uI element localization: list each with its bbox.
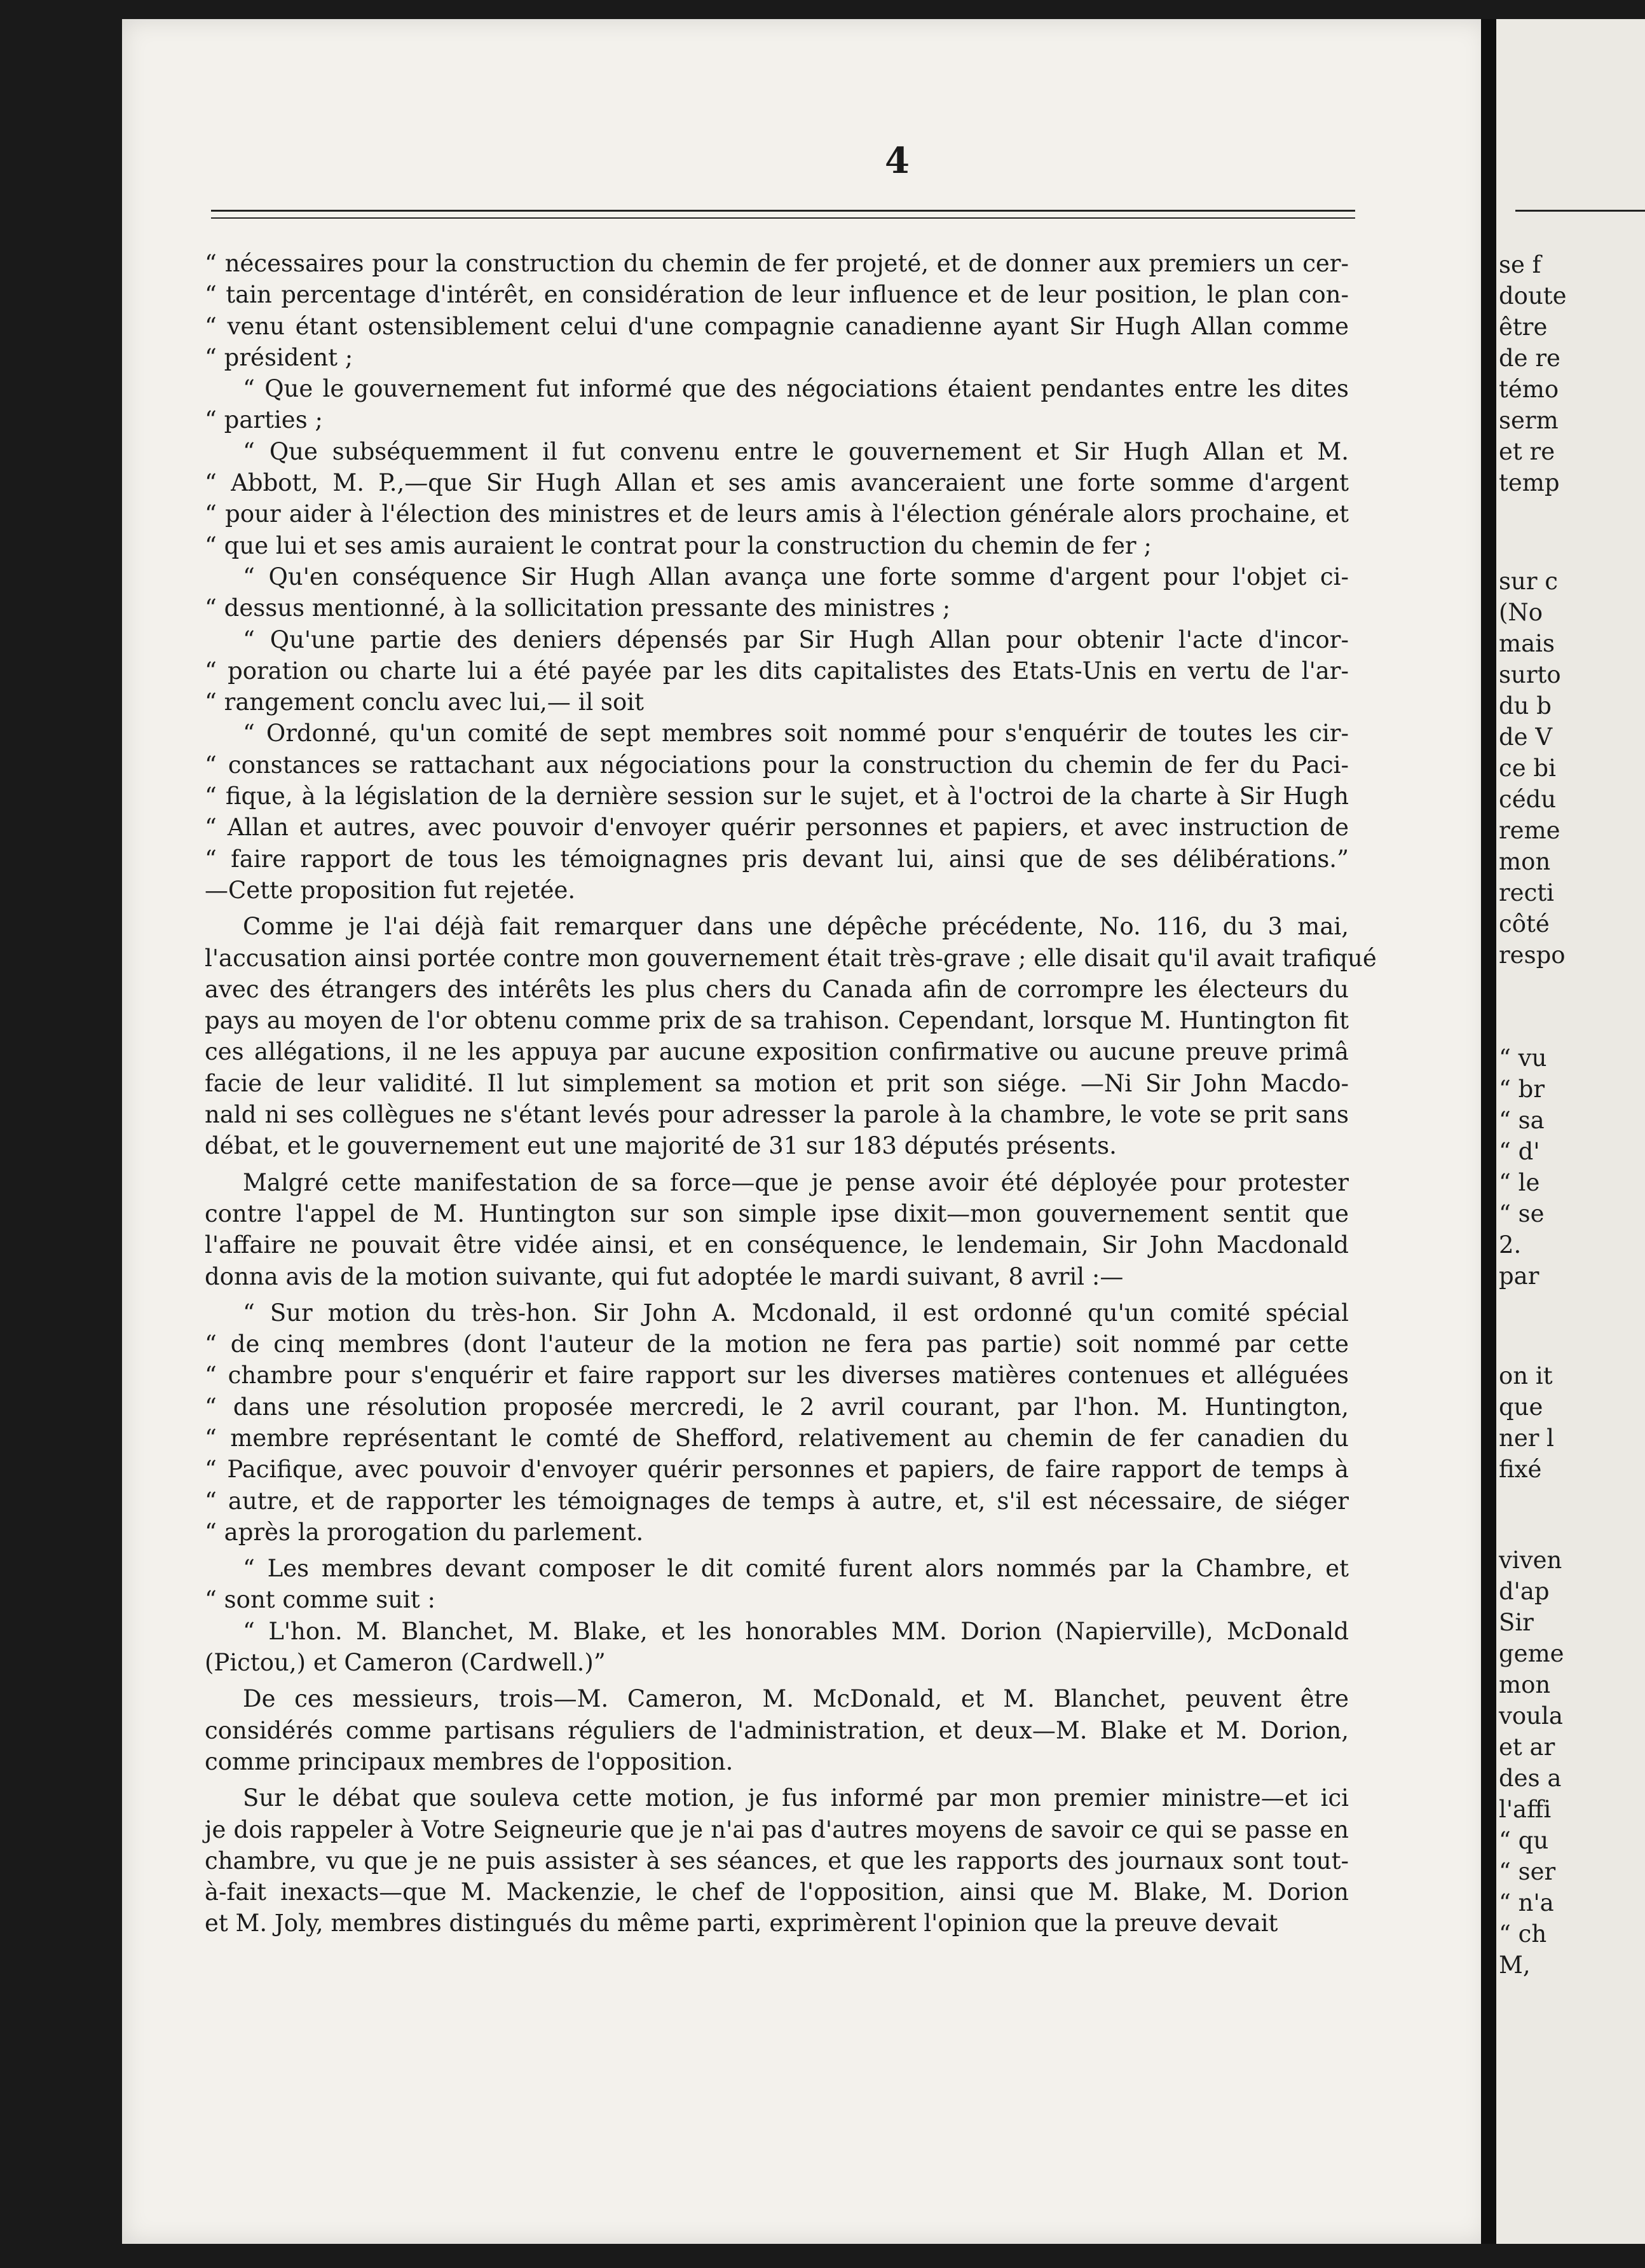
text-line: Malgré cette manifestation de sa force—que je pense avoir été déployée pour protester: [243, 1168, 1349, 1196]
text-line: “ Que subséquemment il fut convenu entre le gouvernement et Sir Hugh Allan et M.: [243, 437, 1349, 465]
fragment-line: serm: [1499, 407, 1559, 434]
paragraph-gap: [205, 1162, 1349, 1167]
text-line: “ Les membres devant composer le dit comité furent alors nommés par la Chambre, et: [243, 1555, 1349, 1583]
adjacent-page-fragment: [1499, 1360, 1554, 1485]
text-line: à-fait inexacts—que M. Mackenzie, le chef de l'opposition, ainsi que M. Blake, M. Dorion: [205, 1878, 1349, 1906]
text-line: Comme je l'ai déjà fait remarquer dans une dépêche précédente, No. 116, du 3 mai,: [243, 913, 1349, 941]
paragraph-gap: [205, 1678, 1349, 1683]
fragment-line: geme: [1499, 1640, 1564, 1667]
fragment-line: “ se: [1499, 1200, 1545, 1227]
fragment-line: doute: [1499, 282, 1567, 310]
text-line: “ venu étant ostensiblement celui d'une compagnie canadienne ayant Sir Hugh Allan comme: [205, 312, 1349, 340]
text-line: “ pour aider à l'élection des ministres et de leurs amis à l'élection générale alors prochaine, et: [205, 500, 1349, 528]
text-line: “ Allan et autres, avec pouvoir d'envoyer quérir personnes et papiers, et avec instruction de: [205, 814, 1349, 842]
adjacent-page-fragment: [1499, 249, 1567, 498]
text-line: “ L'hon. M. Blanchet, M. Blake, et les honorables MM. Dorion (Napierville), McDonald: [243, 1617, 1349, 1645]
fragment-line: voula: [1499, 1702, 1563, 1730]
page-number: 4: [885, 140, 910, 182]
fragment-line: cédu: [1499, 786, 1557, 813]
text-line: “ tain percentage d'intérêt, en considération de leur influence et de leur position, le plan con-: [205, 281, 1349, 309]
text-line: “ constances se rattachant aux négociations pour la construction du chemin de fer du Paci-: [205, 751, 1349, 779]
fragment-line: que: [1499, 1393, 1543, 1421]
text-line: De ces messieurs, trois—M. Cameron, M. McDonald, et M. Blanchet, peuvent être: [243, 1685, 1349, 1713]
paragraph-gap: [205, 906, 1349, 911]
text-line: chambre, vu que je ne puis assister à ses séances, et que les rapports des journaux sont tout-: [205, 1847, 1349, 1875]
fragment-line: de V: [1499, 723, 1553, 751]
fragment-line: reme: [1499, 817, 1560, 844]
fragment-line: “ le: [1499, 1169, 1540, 1196]
fragment-line: ner l: [1499, 1424, 1555, 1452]
text-line: contre l'appel de M. Huntington sur son simple ipse dixit—mon gouvernement sentit que: [205, 1199, 1349, 1227]
text-line: “ autre, et de rapporter les témoignages de temps à autre, et, s'il est nécessaire, de siéger: [205, 1487, 1349, 1515]
text-line: je dois rappeler à Votre Seigneurie que je n'ai pas d'autres moyens de savoir ce qui se passe en: [205, 1815, 1349, 1843]
adjacent-page-fragment: [1499, 1545, 1564, 1981]
fragment-line: côté: [1499, 910, 1550, 938]
fragment-line: recti: [1499, 879, 1555, 906]
text-line: “ Abbott, M. P.,—que Sir Hugh Allan et ses amis avanceraient une forte somme d'argent: [205, 469, 1349, 497]
text-line: “ sont comme suit :: [205, 1586, 435, 1614]
text-line: “ Sur motion du très-hon. Sir John A. Mcdonald, il est ordonné qu'un comité spécial: [243, 1299, 1349, 1327]
paragraph-gap: [205, 1548, 1349, 1553]
fragment-line: et re: [1499, 438, 1555, 465]
text-line: “ Que le gouvernement fut informé que des négociations étaient pendantes entre les dites: [243, 375, 1349, 403]
fragment-line: être: [1499, 313, 1548, 341]
text-line: “ faire rapport de tous les témoignagnes pris devant lui, ainsi que de ses délibérations.”: [205, 845, 1349, 873]
text-line: “ Qu'en conséquence Sir Hugh Allan avança une forte somme d'argent pour l'objet ci-: [243, 563, 1349, 591]
text-line: “ poration ou charte lui a été payée par les dits capitalistes des Etats-Unis en vertu de l'ar-: [205, 657, 1349, 685]
fragment-line: “ sa: [1499, 1107, 1545, 1134]
text-line: “ fique, à la législation de la dernière session sur le sujet, et à l'octroi de la charte à Sir Hugh: [205, 782, 1349, 810]
adjacent-page-rule: [1515, 210, 1645, 212]
text-line: “ dans une résolution proposée mercredi, le 2 avril courant, par l'hon. M. Huntington,: [205, 1393, 1349, 1421]
fragment-line: “ n'a: [1499, 1889, 1554, 1916]
header-rule-thin: [211, 217, 1355, 219]
fragment-line: se f: [1499, 251, 1541, 278]
text-line: —Cette proposition fut rejetée.: [205, 876, 576, 904]
fragment-line: et ar: [1499, 1733, 1555, 1761]
fragment-line: par: [1499, 1262, 1539, 1290]
fragment-line: surto: [1499, 661, 1561, 688]
paragraph-gap: [205, 1777, 1349, 1782]
fragment-line: témo: [1499, 376, 1559, 403]
text-line: débat, et le gouvernement eut une majorité de 31 sur 183 députés présents.: [205, 1132, 1117, 1160]
text-line: “ de cinq membres (dont l'auteur de la motion ne fera pas partie) soit nommé par cette: [205, 1330, 1349, 1358]
fragment-line: du b: [1499, 692, 1552, 720]
text-line: “ nécessaires pour la construction du chemin de fer projeté, et de donner aux premiers un cer-: [205, 250, 1349, 277]
text-line: “ Pacifique, avec pouvoir d'envoyer quérir personnes et papiers, de faire rapport de temps à: [205, 1456, 1349, 1484]
fragment-line: sur c: [1499, 568, 1558, 595]
text-line: “ rangement conclu avec lui,— il soit: [205, 688, 645, 716]
fragment-line: “ ch: [1499, 1920, 1547, 1948]
adjacent-page-fragment: [1499, 566, 1566, 971]
text-line: pays au moyen de l'or obtenu comme prix de sa trahison. Cependant, lorsque M. Huntington fit: [205, 1007, 1349, 1035]
text-line: donna avis de la motion suivante, qui fut adoptée le mardi suivant, 8 avril :—: [205, 1262, 1124, 1290]
fragment-line: “ qu: [1499, 1827, 1549, 1854]
text-line: “ Ordonné, qu'un comité de sept membres soit nommé pour s'enquérir de toutes les cir-: [243, 720, 1349, 748]
fragment-line: Sir: [1499, 1609, 1534, 1636]
text-line: “ président ;: [205, 343, 353, 371]
text-line: l'affaire ne pouvait être vidée ainsi, et en conséquence, le lendemain, Sir John Macdonald: [205, 1231, 1349, 1259]
text-line: avec des étrangers des intérêts les plus chers du Canada afin de corrompre les électeurs du: [205, 975, 1349, 1003]
text-line: et M. Joly, membres distingués du même parti, exprimèrent l'opinion que la preuve devait: [205, 1909, 1278, 1937]
fragment-line: l'affi: [1499, 1796, 1552, 1823]
text-line: “ chambre pour s'enquérir et faire rapport sur les diverses matières contenues et alléguées: [205, 1362, 1349, 1390]
text-line: considérés comme partisans réguliers de l'administration, et deux—M. Blake et M. Dorion,: [205, 1716, 1349, 1744]
text-line: comme principaux membres de l'opposition.: [205, 1747, 734, 1775]
text-line: “ parties ;: [205, 406, 323, 434]
fragment-line: mon: [1499, 848, 1551, 875]
fragment-line: “ d': [1499, 1138, 1540, 1165]
adjacent-page-edge: [1481, 19, 1645, 2244]
text-line: “ après la prorogation du parlement.: [205, 1518, 644, 1546]
text-line: Sur le débat que souleva cette motion, je fus informé par mon premier ministre—et ici: [243, 1784, 1349, 1812]
fragment-line: (No: [1499, 599, 1543, 626]
fragment-line: M,: [1499, 1951, 1531, 1979]
fragment-line: viven: [1499, 1547, 1562, 1574]
header-rule: [211, 210, 1355, 212]
text-line: “ que lui et ses amis auraient le contrat pour la construction du chemin de fer ;: [205, 531, 1152, 559]
text-line: (Pictou,) et Cameron (Cardwell.)”: [205, 1649, 606, 1677]
fragment-line: d'ap: [1499, 1578, 1550, 1605]
fragment-line: mon: [1499, 1671, 1551, 1698]
text-line: “ Qu'une partie des deniers dépensés par Sir Hugh Allan pour obtenir l'acte d'incor-: [243, 625, 1349, 653]
fragment-line: respo: [1499, 941, 1566, 969]
text-line: “ membre représentant le comté de Shefford, relativement au chemin de fer canadien du: [205, 1424, 1349, 1452]
fragment-line: temp: [1499, 469, 1560, 496]
fragment-line: “ vu: [1499, 1044, 1547, 1072]
adjacent-page-fragment: [1499, 1042, 1546, 1292]
fragment-line: on it: [1499, 1362, 1553, 1390]
text-line: l'accusation ainsi portée contre mon gouvernement était très-grave ; elle disait qu'il avait trafiqué: [205, 944, 1377, 972]
paragraph-gap: [205, 1292, 1349, 1297]
fragment-line: fixé: [1499, 1456, 1542, 1483]
text-line: ces allégations, il ne les appuya par aucune exposition confirmative ou aucune preuve primâ: [205, 1038, 1349, 1066]
text-line: nald ni ses collègues ne s'étant levés pour adresser la parole à la chambre, le vote se prit sans: [205, 1101, 1349, 1129]
fragment-line: mais: [1499, 630, 1555, 657]
fragment-line: 2.: [1499, 1231, 1522, 1259]
fragment-line: “ ser: [1499, 1858, 1556, 1885]
body-text: [205, 248, 1377, 1939]
fragment-line: ce bi: [1499, 755, 1556, 782]
document-page: [122, 19, 1489, 2244]
fragment-line: “ br: [1499, 1076, 1545, 1103]
fragment-line: des a: [1499, 1765, 1562, 1792]
fragment-line: de re: [1499, 345, 1560, 372]
text-line: “ dessus mentionné, à la sollicitation pressante des ministres ;: [205, 594, 951, 622]
text-line: facie de leur validité. Il lut simplement sa motion et prit son siége. —Ni Sir John Macdo-: [205, 1069, 1349, 1097]
